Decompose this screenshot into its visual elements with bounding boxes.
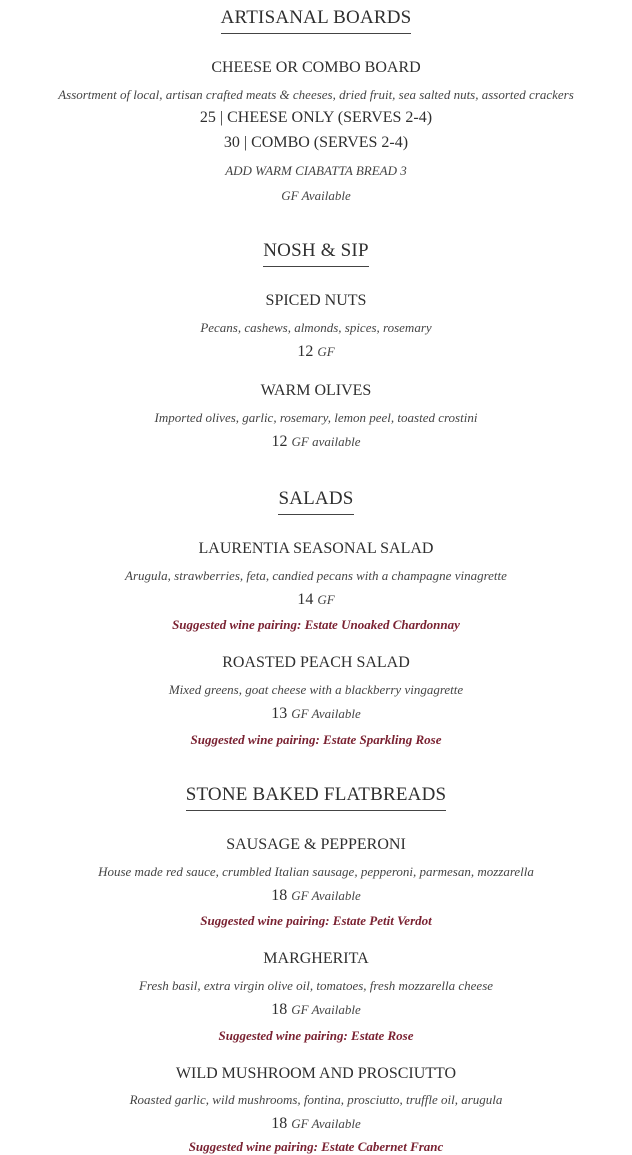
item-description: Imported olives, garlic, rosemary, lemon peel, toasted crostini [154,410,478,425]
menu-item-margherita [0,949,632,969]
item-tag: GF Available [291,888,361,903]
section-flatbreads [0,784,632,811]
item-price-line [0,1114,632,1134]
item-description: Fresh basil, extra virgin olive oil, tomatoes, fresh mozzarella cheese [138,978,494,993]
item-tag: GF [317,592,335,607]
item-description: Assortment of local, artisan crafted meats & cheeses, dried fruit, sea salted nuts, assorted crackers [58,87,574,102]
item-price-line [0,342,632,362]
menu-item-roasted-peach-salad [0,653,632,673]
item-tag: GF [317,344,335,359]
item-name: CHEESE OR COMBO BOARD [211,59,421,76]
item-name: WILD MUSHROOM AND PROSCIUTTO [175,1065,457,1082]
item-tag: GF Available [291,1116,361,1131]
item-price: 18 [271,887,288,904]
menu-item-spiced-nuts [0,291,632,311]
item-tag: GF Available [291,1002,361,1017]
item-name: MARGHERITA [263,950,369,967]
item-name: WARM OLIVES [260,382,372,399]
item-tag: GF Available [291,706,361,721]
section-title-boards: ARTISANAL BOARDS [221,7,412,34]
wine-pairing: Suggested wine pairing: Estate Petit Verdot [200,913,432,928]
item-name: ROASTED PEACH SALAD [222,654,410,671]
menu-item-sausage-pepperoni [0,835,632,855]
item-description: Roasted garlic, wild mushrooms, fontina, prosciutto, truffle oil, arugula [129,1092,503,1107]
item-name: SPICED NUTS [265,292,367,309]
menu-item-wild-mushroom [0,1064,632,1084]
section-salads [0,488,632,515]
item-price: 18 [271,1001,288,1018]
price-line-cheese-only: 25 | CHEESE ONLY (SERVES 2-4) [199,109,433,126]
addon-note: ADD WARM CIABATTA BREAD 3 [225,163,407,178]
wine-pairing: Suggested wine pairing: Estate Cabernet Franc [188,1139,444,1154]
wine-pairing: Suggested wine pairing: Estate Sparkling Rose [190,732,442,747]
section-title-flatbreads: STONE BAKED FLATBREADS [186,784,447,811]
section-title-salads: SALADS [278,488,353,515]
menu-item-laurentia-salad [0,539,632,559]
item-price: 18 [271,1115,288,1132]
wine-pairing: Suggested wine pairing: Estate Rose [218,1028,414,1043]
item-price: 12 [297,343,314,360]
item-price: 12 [271,433,288,450]
item-price: 14 [297,591,314,608]
wine-pairing: Suggested wine pairing: Estate Unoaked Chardonnay [172,617,460,632]
price-line-combo: 30 | COMBO (SERVES 2-4) [223,134,409,151]
item-description: Pecans, cashews, almonds, spices, rosemary [200,320,432,335]
item-price-line [0,886,632,906]
section-boards [0,7,632,34]
item-price: 13 [271,705,288,722]
item-price-line [0,590,632,610]
menu-item-cheese-board [0,58,632,78]
item-description: Arugula, strawberries, feta, candied pecans with a champagne vinagrette [125,568,507,583]
menu-item-warm-olives [0,381,632,401]
item-description: Mixed greens, goat cheese with a blackberry vingagrette [168,682,464,697]
item-price-line [0,432,632,452]
item-description: House made red sauce, crumbled Italian sausage, pepperoni, parmesan, mozzarella [98,864,534,879]
item-price-line [0,704,632,724]
item-name: LAURENTIA SEASONAL SALAD [198,540,434,557]
item-name: SAUSAGE & PEPPERONI [226,836,406,853]
gf-note: GF Available [281,188,351,203]
section-nosh [0,240,632,267]
item-tag: GF available [291,434,361,449]
section-title-nosh: NOSH & SIP [263,240,368,267]
item-price-line [0,1000,632,1020]
